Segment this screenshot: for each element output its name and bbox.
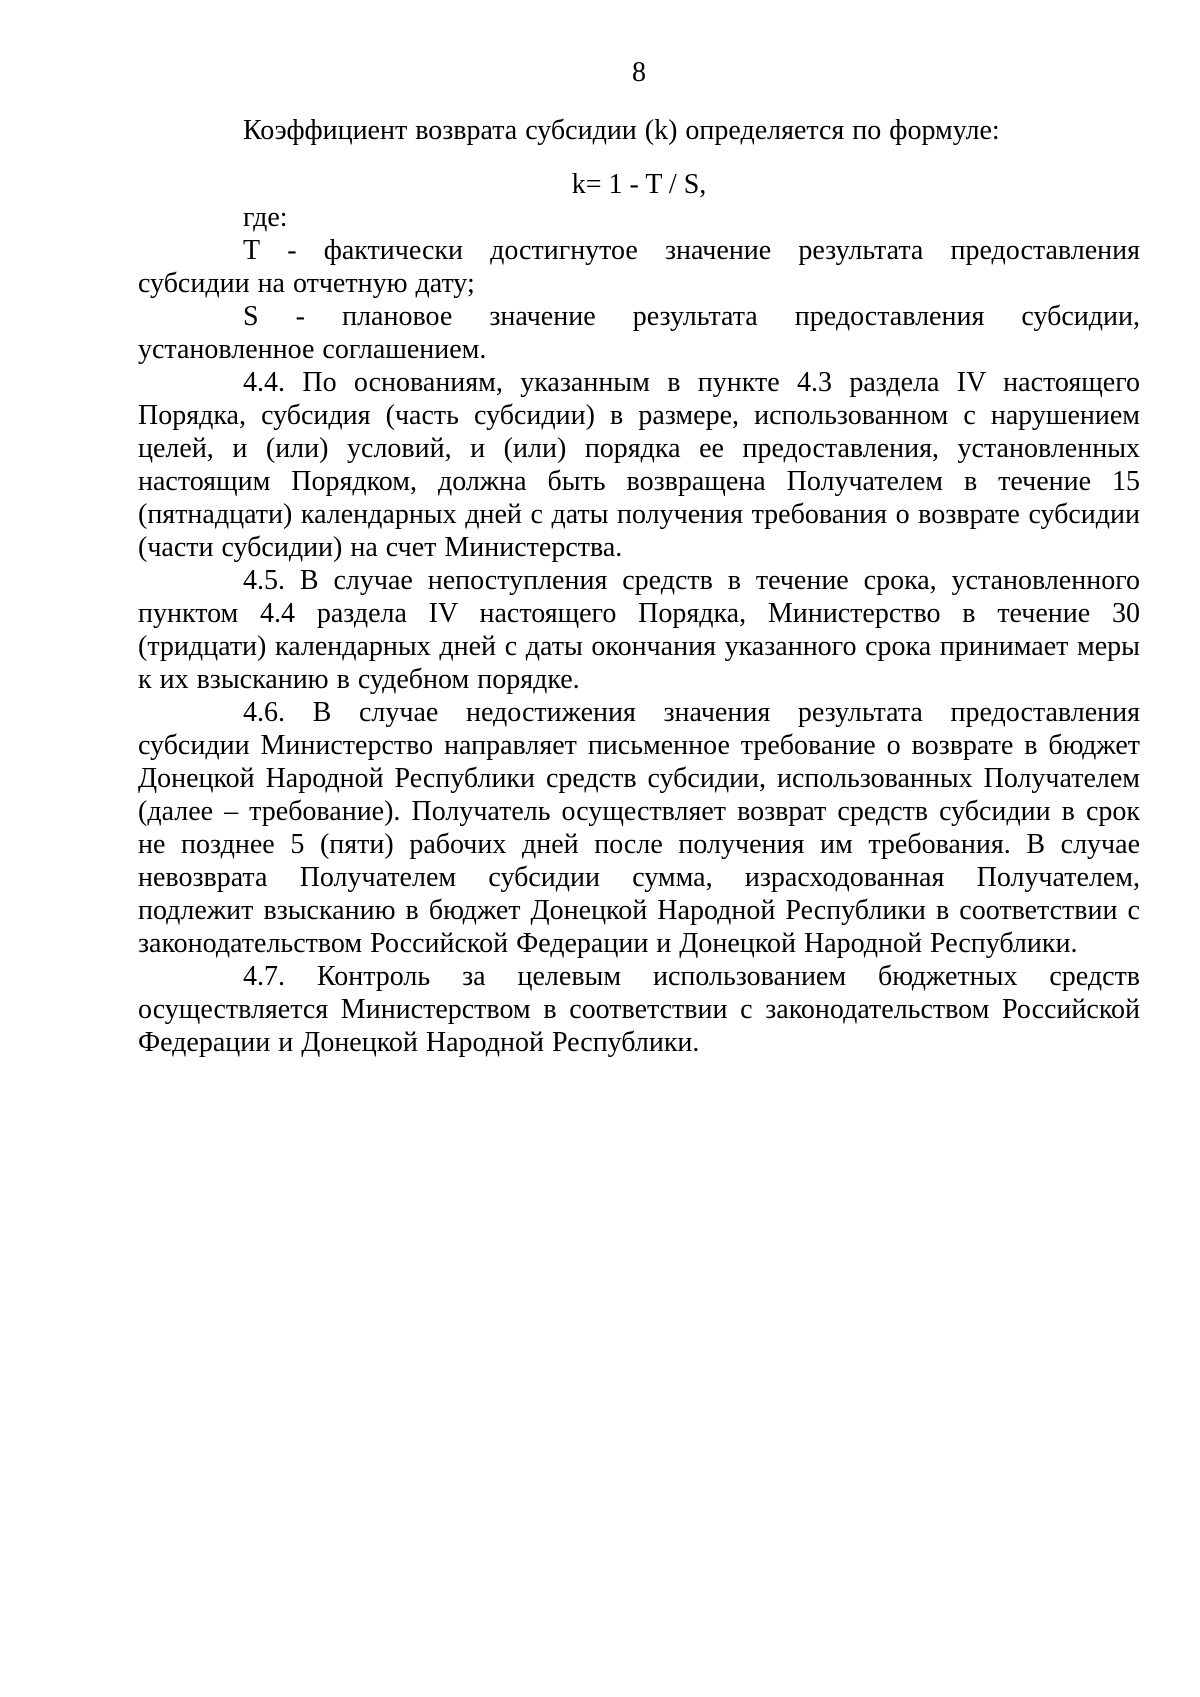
definition-t: Т - фактически достигнутое значение результата предоставления субсидии на отчетную дату; [138, 235, 1140, 299]
clause-4-6: 4.6. В случае недостижения значения результата предоставления субсидии Министерство направляет письменное требование о возврате в бюджет Донецкой Народной Республики средств субсидии, использованных Получателем (далее – требование). Получатель осуществляет возврат средств субсидии в срок не позднее 5 (пяти) рабочих дней после получения им требования. В случае невозврата Получателем субсидии сумма, израсходованная Получателем, подлежит взысканию в бюджет Донецкой Народной Республики в соответствии с законодательством Российской Федерации и Донецкой Народной Республики. [138, 697, 1140, 959]
clause-4-7: 4.7. Контроль за целевым использованием бюджетных средств осуществляется Министерством в соответствии с законодательством Российской Федерации и Донецкой Народной Республики. [138, 961, 1140, 1058]
formula: k= 1 - T / S, [571, 169, 707, 200]
clause-4-4: 4.4. По основаниям, указанным в пункте 4.3 раздела IV настоящего Порядка, субсидия (часть субсидии) в размере, использованном с нарушением целей, и (или) условий, и (или) порядка ее предоставления, установленных настоящим Порядком, должна быть возвращена Получателем в течение 15 (пятнадцати) календарных дней с даты получения требования о возврате субсидии (части субсидии) на счет Министерства. [138, 367, 1140, 563]
where-label: где: [243, 202, 288, 233]
definition-s: S - плановое значение результата предоставления субсидии, установленное соглашением. [138, 301, 1140, 365]
page-number: 8 [632, 57, 646, 88]
intro-paragraph: Коэффициент возврата субсидии (k) определяется по формуле: [243, 115, 1000, 146]
clause-4-5: 4.5. В случае непоступления средств в течение срока, установленного пунктом 4.4 раздела IV настоящего Порядка, Министерство в течение 30 (тридцати) календарных дней с даты окончания указанного срока принимает меры к их взысканию в судебном порядке. [138, 565, 1140, 695]
